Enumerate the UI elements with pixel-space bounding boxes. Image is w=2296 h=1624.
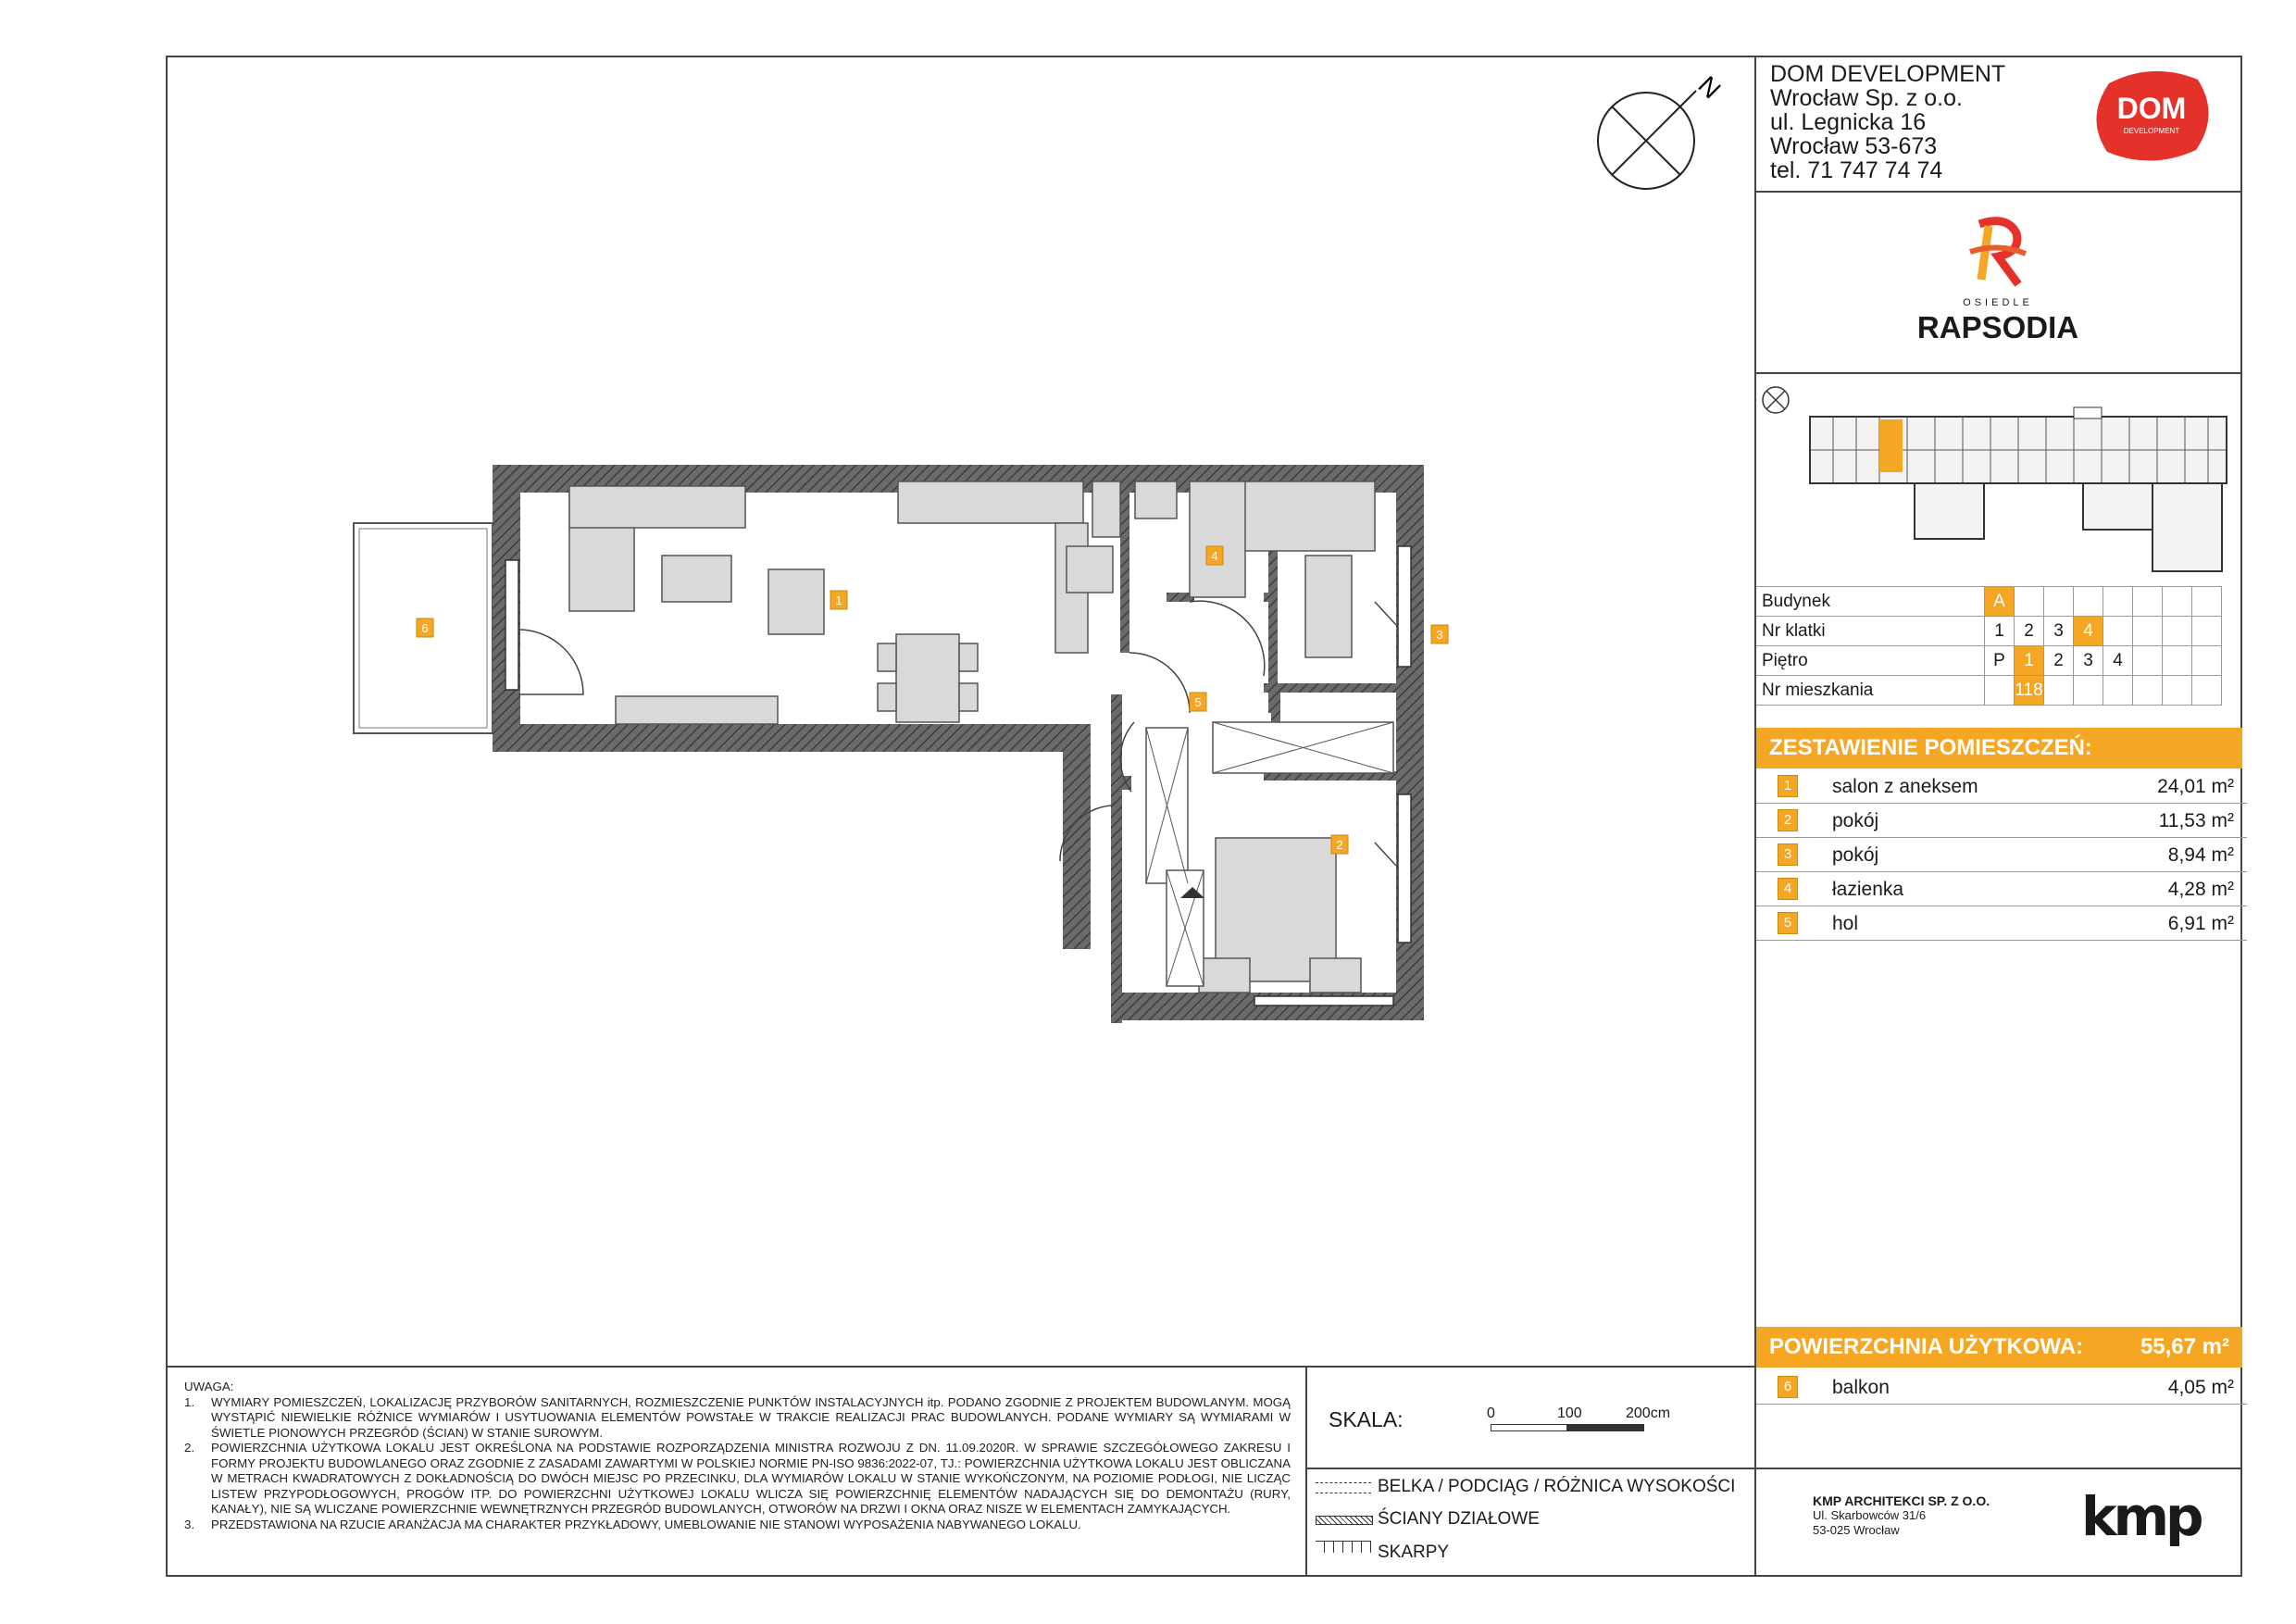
room-row — [1756, 838, 2247, 872]
floor-cell: 3 — [2074, 646, 2103, 676]
scale-bar-black — [1566, 1424, 1644, 1431]
divider — [1754, 191, 2242, 193]
kmp-logo-text: kmp — [2081, 1485, 2201, 1548]
room-area: 24,01 m² — [2157, 776, 2234, 797]
balcony-num: 6 — [1778, 1376, 1798, 1398]
room-number: 3 — [1778, 843, 1798, 866]
stair-cell-selected: 4 — [2074, 617, 2103, 646]
room-area: 4,28 m² — [2167, 879, 2234, 900]
rapsodia-emblem-icon — [1915, 215, 2081, 289]
room-row — [1756, 769, 2247, 804]
balcony-area: 4,05 m² — [2167, 1377, 2234, 1398]
note-text: WYMIARY POMIESZCZEŃ, LOKALIZACJĘ PRZYBORÓW SANITARNYCH, ROZMIESZCZENIE PUNKTÓW INSTALACYJNYCH itp. PODANO ZGODNIE Z PROJEKTEM BUDOWLANYM. MOGĄ WYSTĄPIĆ NIEWIELKIE RÓŻNICE WYMIARÓW I USYTUOWANIA ELEMENTÓW POWSTAŁE W TRAKCIE REALIZACJI PRAC BUDOWLANYCH. PODANE WYMIARY SĄ WYMIARAMI W ŚWIETLE PIONOWYCH PRZEGRÓD (ŚCIAN) W STANIE SUROWYM. — [211, 1394, 1291, 1440]
logo-subtext: DEVELOPMENT — [2123, 127, 2180, 135]
divider — [1754, 1468, 2242, 1469]
plan-label: 4 — [1211, 549, 1218, 563]
rapsodia-logo — [1915, 215, 2081, 354]
scale-tick: 0 — [1487, 1405, 1495, 1421]
divider — [166, 1366, 1756, 1368]
scale-tick: 200cm — [1626, 1405, 1671, 1421]
legend-walls: ŚCIANY DZIAŁOWE — [1378, 1509, 1540, 1529]
empty-cell — [1985, 676, 2015, 706]
compass-icon — [1598, 91, 1696, 189]
highlighted-unit — [1879, 419, 1903, 472]
scale-label: SKALA: — [1329, 1407, 1404, 1431]
dom-development-logo — [2090, 67, 2215, 163]
architect-address: 53-025 Wrocław — [1813, 1523, 1900, 1537]
room-area: 8,94 m² — [2167, 844, 2234, 866]
legend-beam: BELKA / PODCIĄG / RÓŻNICA WYSOKOŚCI — [1378, 1477, 1736, 1496]
legend-slope-swatch — [1316, 1541, 1371, 1553]
room-row — [1756, 872, 2247, 906]
company-line: Wrocław Sp. z o.o. — [1770, 85, 1963, 111]
room-row — [1756, 804, 2247, 838]
plan-label: 3 — [1436, 628, 1443, 642]
floor-cell: P — [1985, 646, 2015, 676]
room-number: 2 — [1778, 809, 1798, 831]
total-label: POWIERZCHNIA UŻYTKOWA: — [1769, 1334, 2084, 1359]
note-text: PRZEDSTAWIONA NA RZUCIE ARANŻACJA MA CHARAKTER PRZYKŁADOWY, UMEBLOWANIE NIE STANOWI WYPOSAŻENIA NABYWANEGO LOKALU. — [211, 1517, 1081, 1531]
floor-plan — [343, 454, 1611, 1028]
divider — [1305, 1366, 1307, 1577]
floor-cell: 4 — [2103, 646, 2133, 676]
room-number: 4 — [1778, 878, 1798, 900]
scale-bar — [1487, 1405, 1676, 1433]
scale-bar-white — [1491, 1424, 1568, 1431]
total-area-bar — [1756, 1327, 2242, 1368]
logo-text: DOM — [2116, 92, 2187, 125]
company-name: DOM DEVELOPMENT — [1770, 61, 2006, 87]
legend-beam-swatch — [1316, 1482, 1371, 1493]
company-phone: tel. 71 747 74 74 — [1770, 157, 1943, 183]
balcony-row — [1756, 1370, 2247, 1405]
divider — [1754, 372, 2242, 374]
room-name: pokój — [1832, 810, 1879, 831]
room-number: 5 — [1778, 912, 1798, 934]
note-number: 2. — [184, 1441, 195, 1455]
label-pietro: Piętro — [1756, 646, 1985, 676]
divider — [1305, 1468, 1756, 1469]
scale-tick: 100 — [1557, 1405, 1582, 1421]
room-name: salon z aneksem — [1832, 776, 1978, 797]
compass-small-icon — [1763, 387, 1789, 413]
company-line: ul. Legnicka 16 — [1770, 109, 1927, 135]
apartment-number: 118 — [2015, 676, 2044, 706]
label-mieszkanie: Nr mieszkania — [1756, 676, 1985, 706]
note-item — [184, 1395, 1291, 1442]
plan-label: 5 — [1194, 695, 1202, 709]
logo-sub: OSIEDLE — [1963, 297, 2033, 308]
note-number: 3. — [184, 1517, 195, 1531]
north-compass — [1594, 57, 1727, 196]
architect-info — [1813, 1493, 1990, 1538]
legend-wall-swatch — [1316, 1516, 1373, 1525]
legend-slopes: SKARPY — [1378, 1543, 1450, 1562]
note-item — [184, 1518, 1291, 1533]
balcony-name: balkon — [1832, 1377, 1890, 1398]
floor-cell-selected: 1 — [2015, 646, 2044, 676]
kmp-logo — [2081, 1485, 2201, 1548]
north-label: N — [1692, 70, 1727, 105]
notes — [184, 1380, 1291, 1532]
plan-label: 1 — [835, 593, 842, 607]
floor-cell: 2 — [2044, 646, 2074, 676]
room-name: hol — [1832, 913, 1859, 934]
company-line: Wrocław 53-673 — [1770, 133, 1938, 159]
architect-name: KMP ARCHITEKCI SP. Z O.O. — [1813, 1493, 1990, 1508]
room-row — [1756, 906, 2247, 941]
building-cell: A — [1985, 587, 2015, 617]
label-klatka: Nr klatki — [1756, 617, 1985, 646]
note-text: POWIERZCHNIA UŻYTKOWA LOKALU JEST OKREŚLONA NA PODSTAWIE ROZPORZĄDZENIA MINISTRA ROZWOJU Z DN. 11.09.2020R. W SPRAWIE SZCZEGÓŁOWEGO ZAKRESU I FORMY PROJEKTU BUDOWLANEGO ORAZ ZGODNIE Z ZASADAMI ZAWARTYMI W POLSKIEJ NORMIE PN-ISO 9836:2022-07, TJ.: POWIERZCHNIA UŻYTKOWA LOKALU JEST OBLICZANA W METRACH KWADRATOWYCH Z DOKŁADNOŚCIĄ DO DWÓCH MIEJSC PO PRZECINKU, DLA WYMIARÓW LOKALU W STANIE WYKOŃCZONYM, NA POZIOMIE PODŁOGI, NIE LICZĄC LISTEW PRZYPODŁOGOWYCH, PROGÓW ITP. DO POWIERZCHNI UŻYTKOWEJ LOKALU WLICZA SIĘ POWIERZCHNIĘ ELEMENTÓW NADAJĄCYCH SIĘ DO DEMONTAŻU (RURY, KANAŁY), NIE SĄ WLICZANE POWIERZCHNIE WEWNĘTRZNYCH PRZEGRÓD BUDOWLANYCH, OTWORÓW NA DRZWI I OKNA ORAZ NISZE W ELEMENTACH ZAMYKAJĄCYCH. — [211, 1441, 1291, 1516]
stair-cell: 1 — [1985, 617, 2015, 646]
stair-cell: 2 — [2015, 617, 2044, 646]
room-name: pokój — [1832, 844, 1879, 866]
room-name: łazienka — [1832, 879, 1904, 900]
architect-address: Ul. Skarbowców 31/6 — [1813, 1508, 1927, 1522]
plan-label: 2 — [1336, 838, 1343, 852]
plan-label: 6 — [421, 621, 429, 635]
location-table — [1756, 586, 2222, 706]
room-area: 6,91 m² — [2167, 913, 2234, 934]
room-number: 1 — [1778, 775, 1798, 797]
stair-cell: 3 — [2044, 617, 2074, 646]
rooms-header-text: ZESTAWIENIE POMIESZCZEŃ: — [1769, 735, 2092, 760]
note-item — [184, 1441, 1291, 1518]
note-number: 1. — [184, 1394, 195, 1409]
key-plan — [1759, 380, 2240, 579]
company-info — [1770, 62, 2005, 182]
logo-name: RAPSODIA — [1916, 310, 2079, 344]
total-value: 55,67 m² — [2140, 1334, 2229, 1359]
room-area: 11,53 m² — [2158, 810, 2234, 831]
label-budynek: Budynek — [1756, 587, 1985, 617]
notes-title: UWAGA: — [184, 1380, 234, 1393]
rooms-header — [1756, 728, 2242, 768]
